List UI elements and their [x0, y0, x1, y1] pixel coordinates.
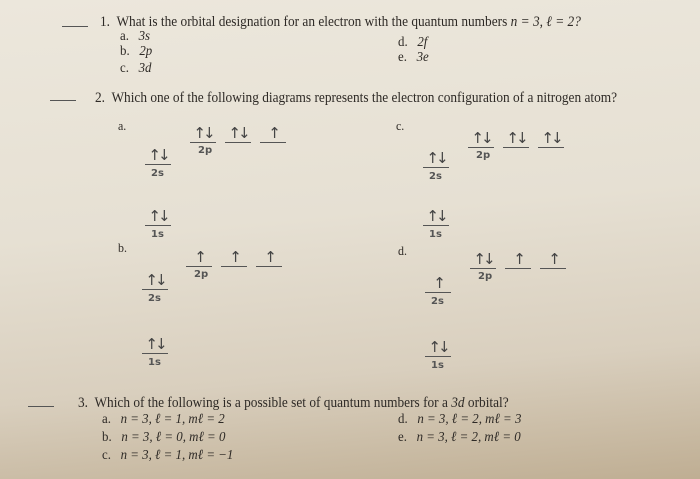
level-label-1s: 1s — [429, 229, 442, 240]
question-text-end: orbital? — [464, 395, 509, 411]
question-text: Which of the following is a possible set of quantum numbers for a — [94, 395, 452, 411]
option-letter: e. — [398, 430, 407, 445]
answer-blank-q2[interactable] — [50, 100, 76, 101]
diagram-label: a. — [118, 118, 127, 133]
option-letter: d. — [398, 35, 408, 50]
question-number: 1. — [100, 14, 111, 30]
level-label-1s: 1s — [431, 360, 444, 371]
question-text: What is the orbital designation for an electron with the quantum numbers — [116, 14, 511, 30]
level-label-2s: 2s — [429, 171, 442, 182]
question-3 — [78, 395, 509, 412]
diagram-label: d. — [398, 243, 407, 258]
q1-option-d — [398, 35, 427, 51]
option-letter: e. — [398, 50, 407, 65]
option-letter: c. — [102, 448, 111, 463]
orbital-2s: ↑↓ — [142, 272, 168, 290]
orbital-2p: ↑ — [260, 125, 286, 143]
option-text: 3d — [138, 61, 152, 76]
orbital-2p: ↑ — [505, 251, 531, 269]
question-number: 3. — [78, 395, 89, 411]
orbital-2p: ↑ — [540, 251, 566, 269]
question-2 — [95, 90, 617, 107]
option-text: 2f — [417, 35, 428, 50]
orbital-2s: ↑↓ — [145, 147, 171, 165]
question-1 — [100, 14, 581, 31]
option-letter: a. — [102, 412, 111, 427]
option-letter: b. — [120, 44, 130, 59]
option-text: 3e — [416, 50, 429, 65]
level-label-2s: 2s — [151, 168, 164, 179]
q1-option-e — [398, 50, 429, 66]
level-label-1s: 1s — [148, 357, 161, 368]
orbital-2p: ↑↓ — [468, 130, 494, 148]
option-text: 3s — [138, 29, 151, 44]
q3-option-e — [398, 430, 521, 446]
orbital-2p: ↑↓ — [470, 251, 496, 269]
level-label-2s: 2s — [148, 293, 161, 304]
orbital-1s: ↑↓ — [423, 208, 449, 226]
orbital-1s: ↑↓ — [425, 339, 451, 357]
level-label-2s: 2s — [431, 296, 444, 307]
option-text: n = 3, ℓ = 1, mℓ = 2 — [120, 412, 225, 427]
q3-option-d — [398, 412, 521, 428]
level-label-2p: 2p — [194, 269, 209, 280]
q1-option-c — [120, 61, 151, 77]
orbital-2p: ↑↓ — [503, 130, 529, 148]
diagram-label: c. — [396, 118, 405, 133]
orbital-2s: ↑↓ — [423, 150, 449, 168]
option-letter: c. — [120, 61, 129, 76]
q3-option-b — [102, 430, 225, 446]
option-letter: d. — [398, 412, 408, 427]
orbital-2p: ↑↓ — [538, 130, 564, 148]
orbital-2p: ↑↓ — [190, 125, 216, 143]
q3-option-c — [102, 448, 233, 464]
orbital-2p: ↑↓ — [225, 125, 251, 143]
option-text: 2p — [139, 44, 153, 59]
question-text: Which one of the following diagrams represents the electron configuration of a nitrogen atom? — [111, 90, 618, 106]
q3-option-a — [102, 412, 225, 428]
orbital-1s: ↑↓ — [145, 208, 171, 226]
option-letter: a. — [120, 29, 129, 44]
orbital-2p: ↑ — [186, 249, 212, 267]
option-text: n = 3, ℓ = 2, mℓ = 3 — [417, 412, 522, 427]
orbital-2p: ↑ — [221, 249, 247, 267]
orbital-2p: ↑ — [256, 249, 282, 267]
level-label-2p: 2p — [198, 145, 213, 156]
option-text: n = 3, ℓ = 2, mℓ = 0 — [416, 430, 521, 445]
answer-blank-q1[interactable] — [62, 26, 88, 27]
orbital-2s: ↑ — [425, 275, 451, 293]
question-math: n = 3, ℓ = 2? — [510, 14, 581, 30]
orbital-1s: ↑↓ — [142, 336, 168, 354]
level-label-1s: 1s — [151, 229, 164, 240]
level-label-2p: 2p — [476, 150, 491, 161]
question-italic: 3d — [451, 395, 465, 411]
level-label-2p: 2p — [478, 271, 493, 282]
q1-option-b — [120, 44, 152, 60]
q1-option-a — [120, 29, 150, 45]
question-number: 2. — [95, 90, 106, 106]
option-letter: b. — [102, 430, 112, 445]
option-text: n = 3, ℓ = 0, mℓ = 0 — [121, 430, 226, 445]
option-text: n = 3, ℓ = 1, mℓ = −1 — [120, 448, 234, 463]
answer-blank-q3[interactable] — [28, 406, 54, 407]
diagram-label: b. — [118, 240, 127, 255]
